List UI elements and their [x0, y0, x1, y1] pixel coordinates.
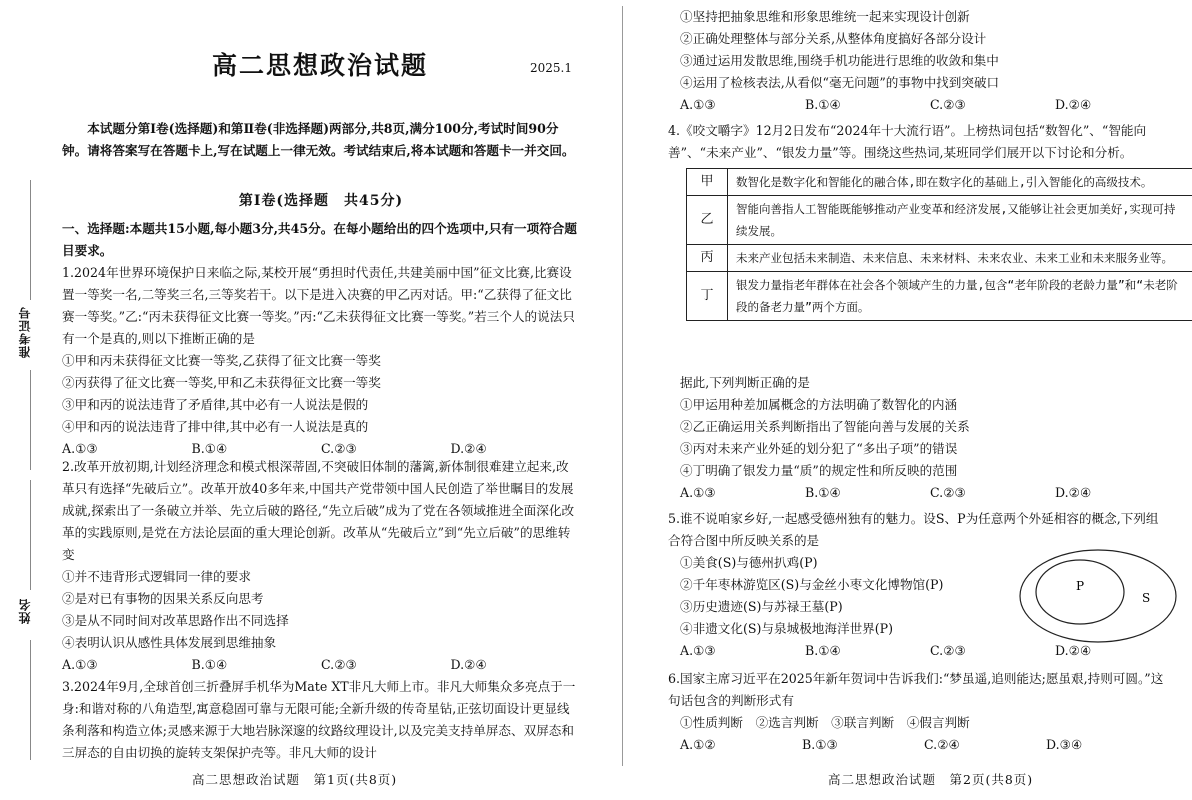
page-divider — [622, 6, 623, 766]
option: ②丙获得了征文比赛一等奖,甲和乙未获得征文比赛一等奖 — [62, 375, 381, 390]
choice: A.①③ — [62, 441, 98, 456]
question-4-body — [680, 372, 1180, 504]
page-title: 高二思想政治试题 — [212, 51, 429, 80]
question-stem: 6.国家主席习近平在2025年新年贺词中告诉我们:“梦虽遥,追则能达;愿虽艰,持则可圆。”这句话包含的判断形式有 — [668, 671, 1164, 708]
choice: C.②③ — [321, 441, 357, 456]
page-1 — [62, 0, 580, 800]
choice: B.①④ — [805, 643, 841, 658]
table-row — [687, 169, 1192, 196]
row-key: 甲 — [687, 169, 728, 196]
option: ③甲和丙的说法违背了矛盾律,其中必有一人说法是假的 — [62, 397, 369, 412]
question-3 — [62, 676, 580, 764]
option: ①甲运用种差加属概念的方法明确了数智化的内涵 — [680, 397, 958, 412]
option: ①坚持把抽象思维和形象思维统一起来实现设计创新 — [680, 9, 970, 24]
question-6 — [668, 668, 1168, 756]
choice: B.①④ — [191, 657, 228, 672]
option: ③是从不同时间对改革思路作出不同选择 — [62, 613, 289, 628]
table-row — [687, 196, 1192, 245]
choice: C.②③ — [930, 485, 966, 500]
choice: C.②③ — [930, 643, 966, 658]
option: ①并不违背形式逻辑同一律的要求 — [62, 569, 251, 584]
page-footer: 高二思想政治试题 第2页(共8页) — [828, 772, 1034, 787]
option: ③通过运用发散思维,围绕手机功能进行思维的收敛和集中 — [680, 53, 999, 68]
part-heading: 第Ⅰ卷(选择题 共45分) — [238, 193, 404, 209]
row-text: 智能向善指人工智能既能够推动产业变革和经济发展,又能够让社会更加美好,实现可持续发展。 — [728, 196, 1192, 245]
name-label: 姓名 — [18, 598, 32, 624]
question-stem: 2.改革开放初期,计划经济理念和模式根深蒂固,不突破旧体制的藩篱,新体制很难建立起来,改革只有选择“先破后立”。改革开放40多年来,中国共产党带领中国人民创造了举世瞩目的发展成就,探索出了一条破立并举、先立后破的路径,“先立后破”成为了党在各领域推进全面深化改革的实践原则,是党在方法论层面的重大理论创新。改革从“先破后立”到“先立后破”的思维转变 — [62, 459, 575, 562]
option: ②乙正确运用关系判断指出了智能向善与发展的关系 — [680, 419, 970, 434]
inline-options: ①性质判断 ②选言判断 ③联言判断 ④假言判断 — [680, 715, 970, 730]
answer-choices — [680, 94, 1180, 116]
page-2 — [668, 0, 1180, 800]
question-5-body — [680, 552, 1020, 640]
question-2 — [62, 456, 580, 676]
choice: D.②④ — [1055, 485, 1092, 500]
choice: A.①③ — [62, 657, 98, 672]
label-p: P — [1076, 579, 1085, 593]
option: ④甲和丙的说法违背了排中律,其中必有一人说法是真的 — [62, 419, 369, 434]
choice: C.②③ — [930, 97, 966, 112]
question-5-stem: 5.谁不说咱家乡好,一起感受德州独有的魅力。设S、P为任意两个外延相容的概念,下列组合符合图中所反映关系的是 — [668, 511, 1159, 548]
option: ④表明认识从感性具体发展到思维抽象 — [62, 635, 277, 650]
question-stem: 3.2024年9月,全球首创三折叠屏手机华为Mate XT非凡大师上市。非凡大师集众多亮点于一身:和谐对称的八角造型,寓意稳固可靠与无限可能;全新升级的传奇星钻,正弦切面设计更显线条利落和构造立体;灵感来源于大地岩脉深邃的纹路纹理设计,以及完美支持单屏态、双屏态和三屏态的自由切换的旋转支架保护壳等。非凡大师的设计 — [62, 679, 576, 760]
choice: B.①④ — [805, 97, 841, 112]
row-key: 丁 — [687, 272, 728, 321]
choice: A.①③ — [680, 643, 716, 658]
sidebar-line — [30, 370, 31, 470]
question-prompt: 据此,下列判断正确的是 — [680, 375, 810, 390]
sidebar-line — [30, 640, 31, 760]
exam-date: 2025.1 — [530, 61, 572, 75]
option: ②正确处理整体与部分关系,从整体角度搞好各部分设计 — [680, 31, 987, 46]
question-4-stem: 4.《咬文嚼字》12月2日发布“2024年十大流行语”。上榜热词包括“数智化”、“智能向善”、“未来产业”、“银发力量”等。围绕这些热词,某班同学们展开以下讨论和分析。 — [668, 123, 1147, 160]
choice: D.②④ — [450, 657, 487, 672]
answer-choices — [668, 734, 1168, 756]
sidebar-line — [30, 180, 31, 300]
exam-number-label: 准考证号 — [18, 306, 32, 358]
option: ①甲和丙未获得征文比赛一等奖,乙获得了征文比赛一等奖 — [62, 353, 381, 368]
option: ①美食(S)与德州扒鸡(P) — [680, 555, 818, 570]
choice: D.③④ — [1046, 737, 1083, 752]
choice: B.①④ — [191, 441, 228, 456]
option: ④丁明确了银发力量“质”的规定性和所反映的范围 — [680, 463, 958, 478]
choice: C.②④ — [924, 737, 960, 752]
sidebar-line — [30, 480, 31, 590]
row-text: 数智化是数字化和智能化的融合体,即在数字化的基础上,引入智能化的高级技术。 — [728, 169, 1192, 196]
table-row — [687, 272, 1192, 321]
option: ②是对已有事物的因果关系反向思考 — [62, 591, 264, 606]
choice: D.②④ — [1055, 643, 1092, 658]
label-s: S — [1142, 591, 1151, 605]
choice: B.①④ — [805, 485, 841, 500]
discussion-table — [686, 168, 1192, 321]
page-footer: 高二思想政治试题 第1页(共8页) — [192, 772, 398, 787]
choice: A.①③ — [680, 97, 716, 112]
row-text: 未来产业包括未来制造、未来信息、未来材料、未来农业、未来工业和未来服务业等。 — [728, 245, 1192, 272]
option: ④非遗文化(S)与泉城极地海洋世界(P) — [680, 621, 894, 636]
answer-choices — [62, 654, 580, 676]
venn-diagram — [1018, 548, 1178, 644]
row-text: 银发力量指老年群体在社会各个领域产生的力量,包含“老年阶段的老龄力量”和“未老阶段的备老力量”两个方面。 — [728, 272, 1192, 321]
option: ②千年枣林游览区(S)与金丝小枣文化博物馆(P) — [680, 577, 944, 592]
instructions: 本试题分第Ⅰ卷(选择题)和第Ⅱ卷(非选择题)两部分,共8页,满分100分,考试时间90分钟。请将答案写在答题卡上,写在试题上一律无效。考试结束后,将本试题和答题卡一并交回。 — [62, 121, 575, 158]
choice: B.①③ — [802, 737, 838, 752]
choice: C.②③ — [321, 657, 357, 672]
option: ③丙对未来产业外延的划分犯了“多出子项”的错误 — [680, 441, 958, 456]
question-stem: 1.2024年世界环境保护日来临之际,某校开展“勇担时代责任,共建美丽中国”征文比赛,比赛设置一等奖一名,二等奖三名,三等奖若干。以下是进入决赛的甲乙丙对话。甲:“乙获得了征文比赛一等奖。”乙:“丙未获得征文比赛一等奖。”丙:“乙未获得征文比赛一等奖。”若三个人的说法只有一个是真的,则以下推断正确的是 — [62, 265, 575, 346]
choice: D.②④ — [1055, 97, 1092, 112]
section-heading: 一、选择题:本题共15小题,每小题3分,共45分。在每小题给出的四个选项中,只有一项符合题目要求。 — [62, 221, 577, 258]
choice: D.②④ — [450, 441, 487, 456]
choice: A.①③ — [680, 485, 716, 500]
outer-ellipse-s — [1020, 550, 1176, 642]
row-key: 丙 — [687, 245, 728, 272]
choice: A.①② — [680, 737, 716, 752]
table-row — [687, 245, 1192, 272]
row-key: 乙 — [687, 196, 728, 245]
option: ④运用了检核表法,从看似“毫无问题”的事物中找到突破口 — [680, 75, 1000, 90]
question-1 — [62, 262, 580, 460]
option: ③历史遗迹(S)与苏禄王墓(P) — [680, 599, 843, 614]
question-3-continued — [680, 6, 1180, 116]
answer-choices — [680, 482, 1180, 504]
